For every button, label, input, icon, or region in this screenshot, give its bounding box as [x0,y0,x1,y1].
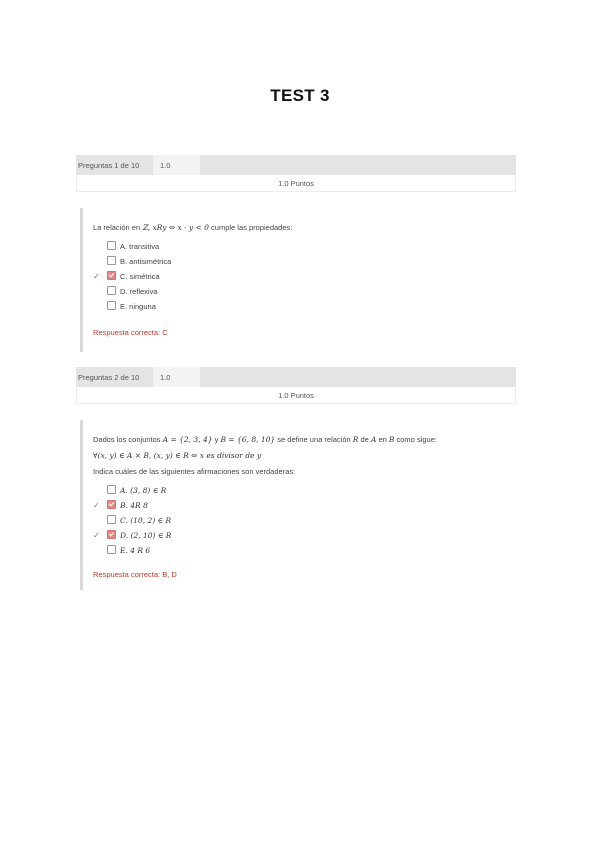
question-1-correct-answer: Respuesta correcta: C [93,328,168,337]
checkbox[interactable] [107,515,116,524]
question-1-number: Preguntas 1 de 10 [78,161,140,170]
question-2-body [80,420,516,590]
question-2-number: Preguntas 2 de 10 [78,373,140,382]
question-1-body [80,208,516,352]
option-d[interactable]: D. reflexiva [93,284,516,299]
checkbox[interactable] [107,241,116,250]
option-c[interactable]: C. (10, 2) ∈ R [93,513,516,528]
option-d[interactable]: ✓ D. (2, 10) ∈ R [93,528,516,543]
option-b[interactable]: B. antisimétrica [93,254,516,269]
checkbox-checked[interactable] [107,500,116,509]
question-1-value: 1.0 [153,155,200,175]
check-mark-icon: ✓ [93,272,100,281]
question-2-correct-answer: Respuesta correcta: B, D [93,570,177,579]
document-title: TEST 3 [270,86,330,105]
question-2-text: Dados los conjuntos A = {2, 3, 4} y B = {6, 8, 10} se define una relación R de A en B como sigue: [93,435,437,444]
question-2-value: 1.0 [153,367,200,387]
check-mark-icon: ✓ [93,531,100,540]
checkbox[interactable] [107,286,116,295]
checkbox[interactable] [107,256,116,265]
option-b[interactable]: ✓ B. 4R 8 [93,498,516,513]
checkbox-checked[interactable] [107,530,116,539]
option-e[interactable]: E. 4 R 6 [93,543,516,558]
option-a[interactable]: A. transitiva [93,239,516,254]
question-1-header [76,155,516,175]
option-a[interactable]: A. (3, 8) ∈ R [93,483,516,498]
question-2-header [76,367,516,387]
option-e[interactable]: E. ninguna [93,299,516,314]
question-2-options [93,483,516,558]
checkbox[interactable] [107,485,116,494]
question-2-points: 1.0 Puntos [76,387,516,404]
question-1-text: La relación en ℤ, xRy ⇔ x · y < 0 cumple las propiedades: [93,223,293,232]
checkbox[interactable] [107,301,116,310]
option-c[interactable]: ✓ C. simétrica [93,269,516,284]
checkbox[interactable] [107,545,116,554]
check-mark-icon: ✓ [93,501,100,510]
question-2-relation: ∀(x, y) ∈ A × B, (x, y) ∈ R ⇔ x es divisor de y [93,451,262,460]
checkbox-checked[interactable] [107,271,116,280]
question-2-instruction: Indica cuáles de las siguientes afirmaciones son verdaderas: [93,467,296,476]
question-1-points: 1.0 Puntos [76,175,516,192]
question-1-options [93,239,516,314]
